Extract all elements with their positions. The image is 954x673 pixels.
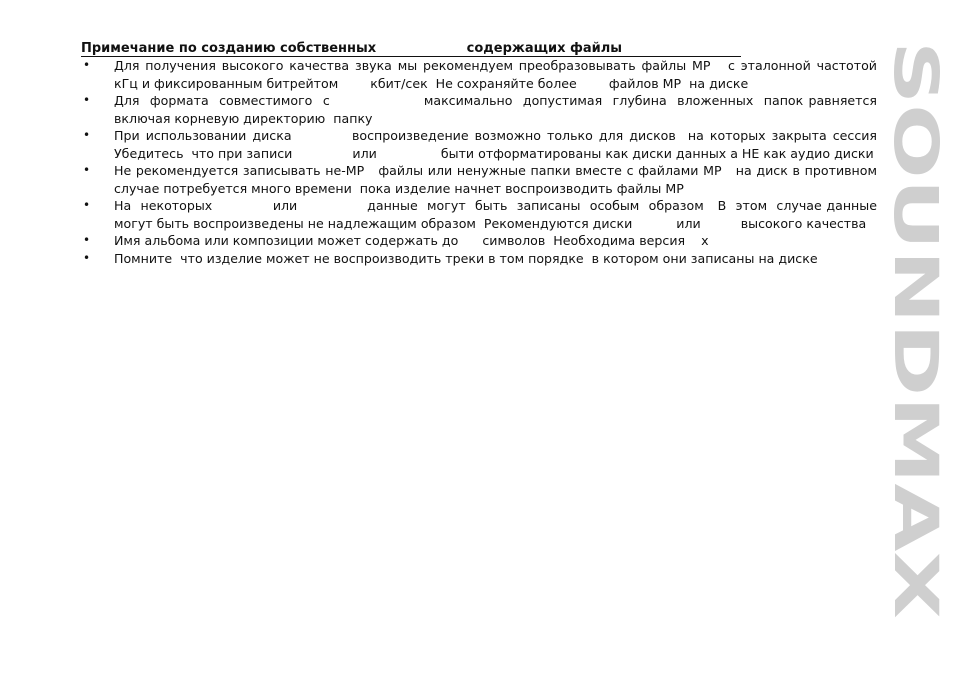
- note-item: [81, 232, 877, 250]
- note-text: Имя альбома или композиции может содержать до символов Необходима версия x: [114, 233, 709, 248]
- bullet-icon: •: [83, 58, 91, 72]
- note-item: [81, 92, 898, 127]
- note-text: Для получения высокого качества звука мы рекомендуем преобразовывать файлы MP с эталонной частотой кГц и фиксированным битрейтом кбит/сек Не сохраняйте более файлов MP на диске: [114, 58, 914, 91]
- bullet-icon: •: [83, 198, 91, 212]
- note-item: [81, 57, 914, 92]
- brand-logo-svg: [893, 40, 945, 620]
- note-text: Для формата совместимого с максимально допустимая глубина вложенных папок равняется включая корневую директорию папку: [114, 93, 898, 126]
- note-text: При использовании диска воспроизведение возможно только для дисков на которых закрыта сессия Убедитесь что при записи или быти отформатированы как диски данных а НЕ как аудио диски: [114, 128, 886, 161]
- note-text: Не рекомендуется записывать не-MP файлы или ненужные папки вместе с файлами MP на диск в противном случае потребуется много времени пока изделие начнет воспроизводить файлы MP: [114, 163, 882, 196]
- section-heading: Примечание по созданию собственных содержащих файлы: [81, 41, 650, 56]
- brand-logo-text: SOUNDMAX: [893, 41, 945, 443]
- note-text: Помните что изделие может не воспроизводить треки в том порядке в котором они записаны на диске: [114, 250, 818, 266]
- bullet-icon: •: [83, 250, 91, 265]
- note-item: [81, 250, 877, 268]
- note-item: [81, 197, 882, 232]
- bullet-icon: •: [83, 163, 91, 177]
- note-text: На некоторых или данные могут быть записаны особым образом В этом случае данные могут быть воспроизведены не надлежащим образом Рекомендуются диски или высокого качества: [114, 198, 882, 231]
- notes-list: [81, 57, 914, 267]
- bullet-icon: •: [83, 93, 91, 107]
- soundmax-logo: [893, 40, 945, 620]
- bullet-icon: •: [83, 233, 91, 247]
- note-item: [81, 127, 886, 162]
- note-item: [81, 162, 882, 197]
- bullet-icon: •: [83, 128, 91, 142]
